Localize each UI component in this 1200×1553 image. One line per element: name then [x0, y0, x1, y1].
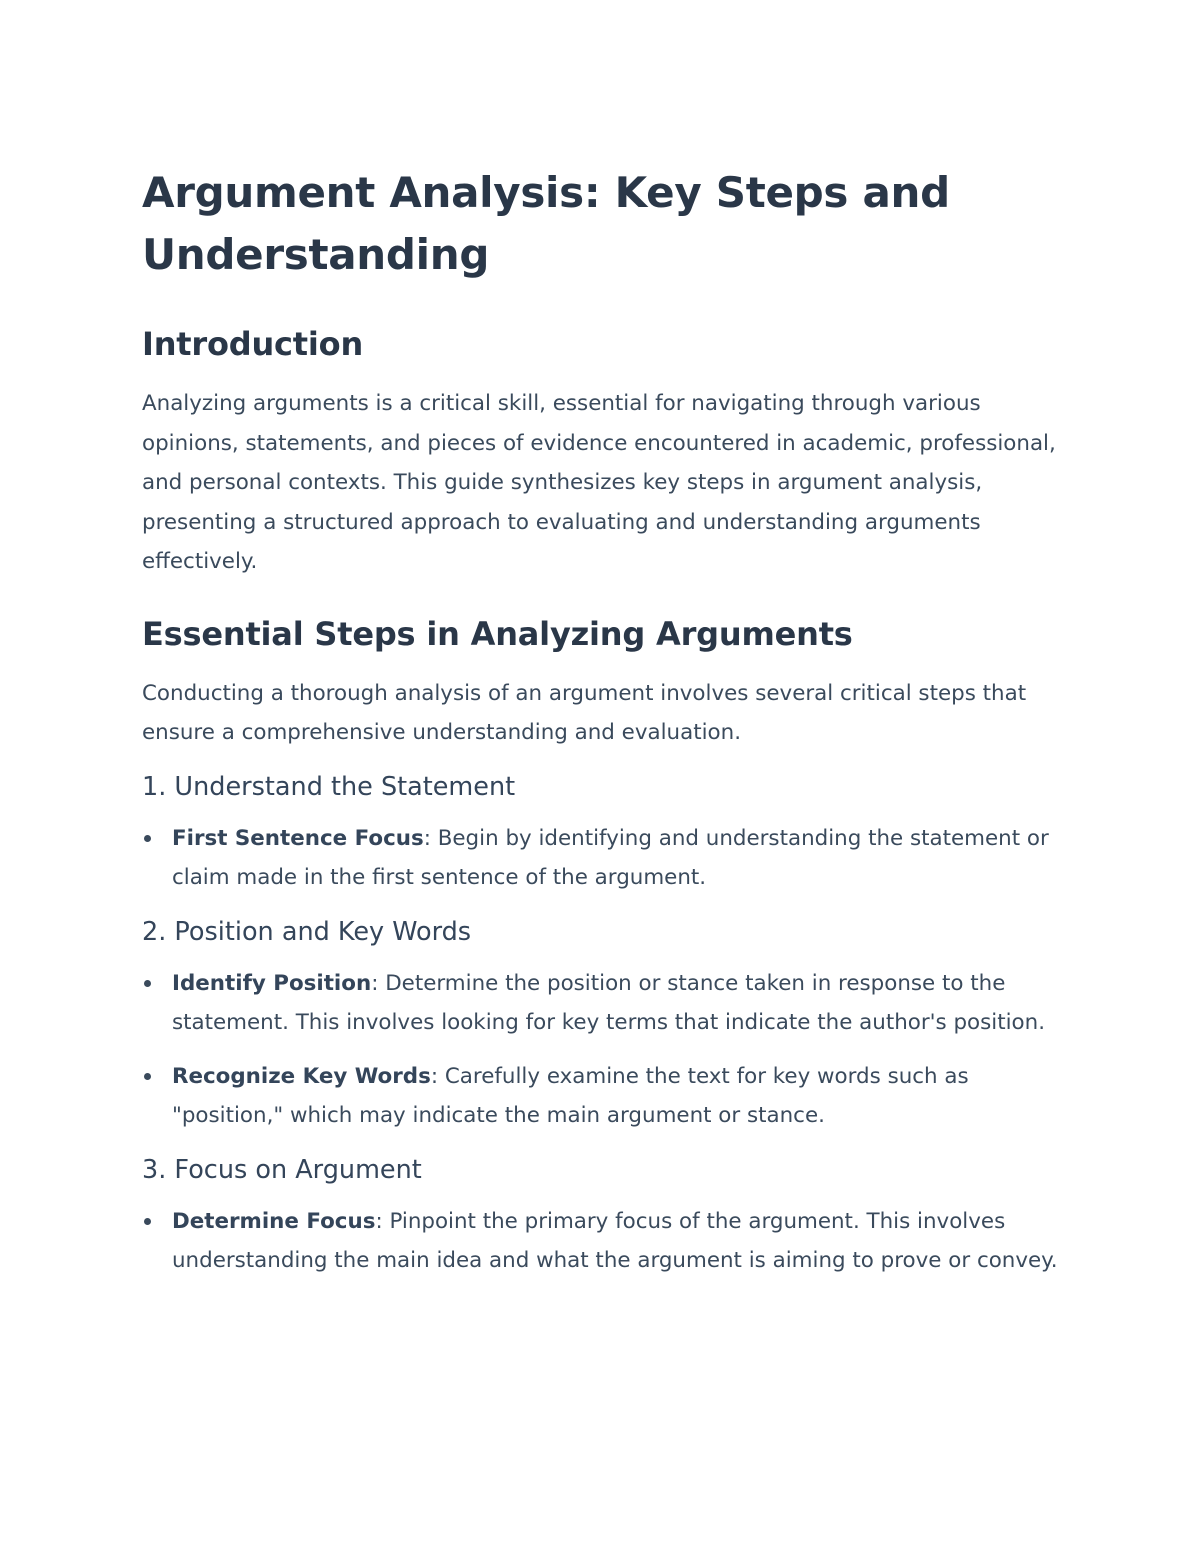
- bullet-icon: [144, 1073, 151, 1080]
- document-title: Argument Analysis: Key Steps and Understanding: [142, 168, 950, 279]
- bullet-term: Identify Position: [172, 970, 372, 996]
- step-bullet-list: [142, 964, 1072, 1136]
- list-item: [142, 1057, 1072, 1136]
- bullet-icon: [144, 980, 151, 987]
- step-heading: 2. Position and Key Words: [142, 916, 472, 947]
- essential-steps-heading: Essential Steps in Analyzing Arguments: [142, 614, 853, 653]
- bullet-term: Recognize Key Words: [172, 1063, 431, 1089]
- bullet-text: : Carefully examine the text for key words such as "position," which may indicate the main argument or stance.: [172, 1063, 969, 1128]
- introduction-paragraph: Analyzing arguments is a critical skill, essential for navigating through various opinions, statements, and pieces of evidence encountered in academic, professional, and personal contexts. This guide synthesizes key steps in argument analysis, presenting a structured approach to evaluating and understanding arguments effectively.: [142, 391, 1056, 574]
- list-item: [142, 964, 1072, 1043]
- bullet-icon: [144, 835, 151, 842]
- list-item: [142, 819, 1072, 898]
- list-item: [142, 1202, 1072, 1281]
- bullet-text: : Determine the position or stance taken in response to the statement. This involves looking for key terms that indicate the author's position.: [172, 970, 1045, 1035]
- bullet-term: First Sentence Focus: [172, 825, 424, 851]
- step-heading: 3. Focus on Argument: [142, 1154, 422, 1185]
- essential-steps-paragraph: Conducting a thorough analysis of an argument involves several critical steps that ensure a comprehensive understanding and evaluation.: [142, 680, 1027, 745]
- introduction-heading: Introduction: [142, 325, 364, 363]
- step-bullet-list: [142, 819, 1072, 898]
- bullet-term: Determine Focus: [172, 1208, 376, 1234]
- bullet-icon: [144, 1218, 151, 1225]
- step-heading: 1. Understand the Statement: [142, 771, 516, 802]
- step-bullet-list: [142, 1202, 1072, 1281]
- bullet-text: : Pinpoint the primary focus of the argument. This involves understanding the main idea and what the argument is aiming to prove or convey.: [172, 1208, 1058, 1273]
- document-page: [142, 162, 1072, 1281]
- bullet-text: : Begin by identifying and understanding the statement or claim made in the first sentence of the argument.: [172, 825, 1049, 890]
